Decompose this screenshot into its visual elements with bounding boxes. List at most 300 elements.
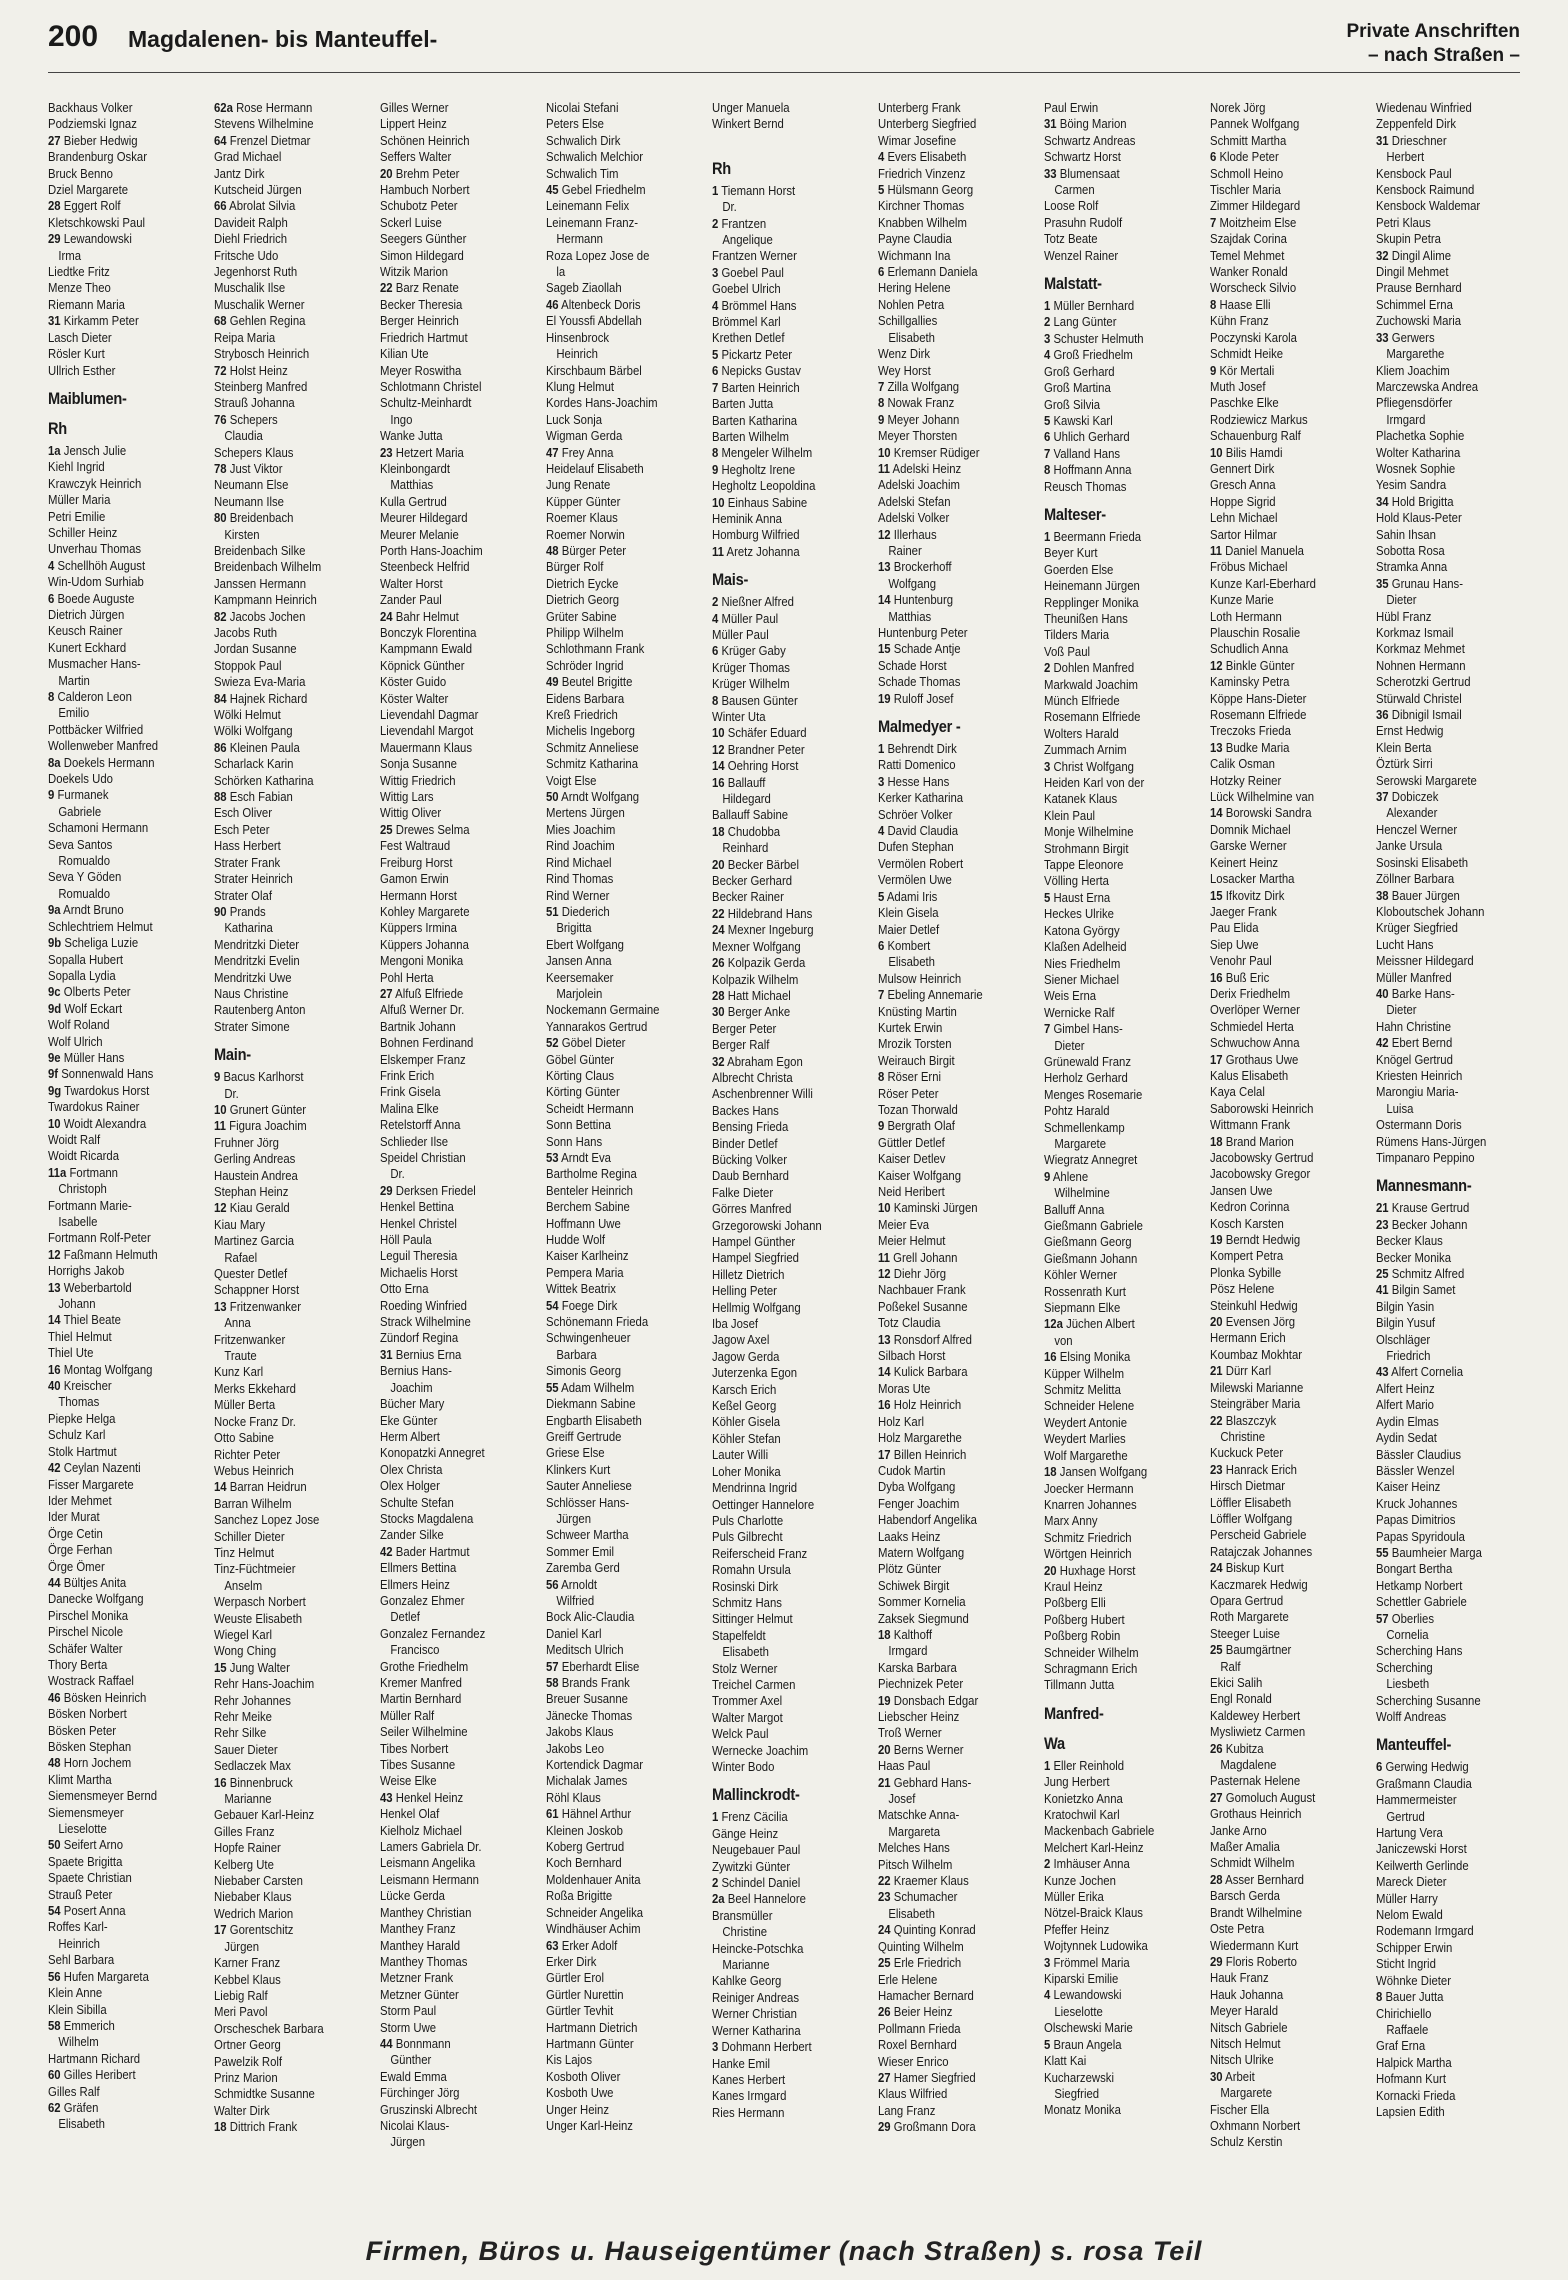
house-number: 33: [1044, 165, 1057, 181]
resident-entry: 58 Emmerich: [48, 2017, 115, 2033]
resident-entry: Müller Manfred: [1376, 969, 1452, 985]
house-number: 24: [878, 1922, 891, 1938]
resident-entry: Lievendahl Dagmar: [380, 707, 479, 723]
resident-entry: Strater Frank: [214, 854, 281, 870]
resident-entry: Kohley Margarete: [380, 903, 470, 919]
house-number: 6: [48, 590, 55, 606]
house-number: 6: [878, 937, 885, 953]
resident-entry: Goebel Ulrich: [712, 281, 781, 297]
resident-entry: Henczel Werner: [1376, 821, 1458, 837]
house-number: 4: [878, 823, 885, 839]
house-number: 11: [878, 460, 890, 476]
resident-entry: Leismann Angelika: [380, 1855, 476, 1871]
resident-entry: Plonka Sybille: [1210, 1264, 1282, 1280]
resident-entry: Trommer Axel: [712, 1693, 783, 1709]
resident-entry: Davideit Ralph: [214, 214, 288, 230]
resident-entry: Kolpazik Wilhelm: [712, 971, 799, 987]
resident-entry: Mauermann Klaus: [380, 739, 473, 755]
resident-entry: Rösler Kurt: [48, 346, 105, 362]
resident-entry: Lang Franz: [878, 2102, 936, 2118]
resident-entry: Görres Manfred: [712, 1201, 792, 1217]
resident-entry: Völling Herta: [1044, 873, 1109, 889]
entry-continuation: Cornelia: [1386, 1626, 1429, 1642]
entry-continuation: Margarethe: [1386, 346, 1445, 362]
resident-entry: Herholz Gerhard: [1044, 1070, 1128, 1086]
resident-entry: Groß Silvia: [1044, 396, 1101, 412]
resident-entry: Meurer Melanie: [380, 526, 459, 542]
house-number: 25: [1376, 1266, 1389, 1282]
entry-continuation: Romualdo: [58, 853, 111, 869]
resident-entry: Kosch Karsten: [1210, 1215, 1284, 1231]
resident-entry: Keßel Georg: [712, 1398, 777, 1414]
entry-continuation: Wolfgang: [888, 575, 937, 591]
resident-entry: Münch Elfriede: [1044, 693, 1120, 708]
resident-entry: Bücher Mary: [380, 1396, 445, 1412]
resident-entry: Rosemann Elfriede: [1210, 707, 1307, 723]
resident-entry: Goerden Else: [1044, 561, 1114, 577]
resident-entry: Strater Olaf: [214, 887, 272, 903]
resident-entry: Wernecke Joachim: [712, 1742, 809, 1758]
resident-entry: Bruck Benno: [48, 165, 113, 181]
column-3: [380, 100, 518, 2228]
resident-entry: Wostrack Raffael: [48, 1673, 134, 1689]
house-number: 1: [878, 741, 885, 757]
house-number: 46: [546, 296, 559, 312]
resident-entry: Krüger Wilhelm: [712, 676, 790, 692]
resident-entry: Walter Margot: [712, 1709, 783, 1725]
resident-entry: 32 Abraham Egon: [712, 1053, 803, 1069]
house-number: 12: [878, 526, 891, 542]
resident-entry: 1 Frenz Cäcilia: [712, 1809, 788, 1825]
resident-entry: Bongart Bertha: [1376, 1561, 1453, 1577]
resident-entry: Muth Josef: [1210, 378, 1266, 394]
resident-entry: Riemann Maria: [48, 296, 125, 312]
resident-entry: Schettler Gabriele: [1376, 1594, 1467, 1610]
resident-entry: Steenbeck Helfrid: [380, 559, 470, 575]
resident-entry: Kirschbaum Bärbel: [546, 362, 642, 378]
house-number: 42: [1376, 1035, 1389, 1051]
resident-entry: Juterzenka Egon: [712, 1365, 798, 1381]
resident-entry: Losacker Martha: [1210, 871, 1295, 887]
house-number: 10: [48, 1115, 61, 1131]
resident-entry: Siener Michael: [1044, 971, 1120, 987]
resident-entry: Zündorf Regina: [380, 1330, 459, 1346]
resident-entry: 23 Becker Johann: [1376, 1216, 1468, 1232]
resident-entry: Sommer Emil: [546, 1543, 615, 1559]
house-number: 50: [546, 789, 559, 805]
resident-entry: Schamoni Hermann: [48, 820, 149, 836]
resident-entry: Röhl Klaus: [546, 1789, 601, 1805]
resident-entry: Poßberg Elli: [1044, 1595, 1106, 1611]
house-number: 29: [48, 231, 61, 247]
resident-entry: 6 Boede Auguste: [48, 590, 135, 606]
house-number: 27: [878, 2069, 891, 2085]
resident-entry: Wolf Margarethe: [1044, 1447, 1128, 1463]
house-number: 13: [48, 1279, 61, 1295]
resident-entry: Kirchner Thomas: [878, 198, 965, 214]
resident-entry: Temel Mehmet: [1210, 247, 1285, 263]
resident-entry: Quinting Wilhelm: [878, 1938, 964, 1954]
resident-entry: Binder Detlef: [712, 1135, 778, 1151]
resident-entry: 25 Drewes Selma: [380, 821, 470, 837]
resident-entry: Gürtler Tevhit: [546, 2003, 614, 2019]
resident-entry: Bösken Peter: [48, 1722, 117, 1738]
resident-entry: Greiff Gertrude: [546, 1428, 622, 1444]
resident-entry: Sosinski Elisabeth: [1376, 854, 1469, 870]
resident-entry: Schmitz Anneliese: [546, 739, 639, 755]
resident-entry: Lehn Michael: [1210, 510, 1278, 526]
resident-entry: Marx Anny: [1044, 1513, 1098, 1529]
resident-entry: Gresch Anna: [1210, 477, 1276, 493]
resident-entry: Zaremba Gerd: [546, 1560, 620, 1576]
resident-entry: Karska Barbara: [878, 1659, 957, 1675]
resident-entry: Timpanaro Peppino: [1376, 1150, 1475, 1165]
resident-entry: Bransmüller: [712, 1907, 773, 1923]
resident-entry: Sahin Ihsan: [1376, 526, 1436, 542]
resident-entry: 12 Illerhaus: [878, 526, 937, 542]
resident-entry: Kalus Elisabeth: [1210, 1067, 1289, 1083]
resident-entry: Adelski Joachim: [878, 477, 960, 493]
resident-entry: Nies Friedhelm: [1044, 955, 1121, 971]
resident-entry: Wieser Enrico: [878, 2053, 949, 2069]
entry-continuation: Traute: [224, 1348, 257, 1364]
resident-entry: 42 Ceylan Nazenti: [48, 1460, 141, 1476]
house-number: 1: [712, 182, 719, 198]
house-number: 4: [48, 557, 55, 573]
house-number: 18: [214, 2119, 227, 2135]
house-number: 3: [712, 264, 719, 280]
resident-entry: Kuckuck Peter: [1210, 1445, 1284, 1461]
resident-entry: Spaete Christian: [48, 1870, 132, 1886]
resident-entry: Ider Mehmet: [48, 1492, 112, 1508]
resident-entry: 3 Goebel Paul: [712, 264, 784, 280]
resident-entry: Schlechtriem Helmut: [48, 918, 153, 934]
house-number: 16: [712, 774, 725, 790]
resident-entry: Lück Wilhelmine van: [1210, 789, 1315, 805]
house-number: 15: [1210, 887, 1223, 903]
resident-entry: Breuer Susanne: [546, 1691, 628, 1707]
resident-entry: Zummach Arnim: [1044, 742, 1127, 758]
resident-entry: Brömmel Karl: [712, 314, 781, 330]
resident-entry: Romahn Ursula: [712, 1562, 791, 1578]
resident-entry: Sartor Hilmar: [1210, 526, 1277, 542]
entry-continuation: Detlef: [390, 1609, 420, 1625]
resident-entry: Benteler Heinrich: [546, 1182, 633, 1198]
resident-entry: Matern Wolfgang: [878, 1544, 965, 1560]
resident-entry: Koberg Gertrud: [546, 1839, 625, 1855]
resident-entry: Schönen Heinrich: [380, 132, 470, 148]
resident-entry: 25 Erle Friedrich: [878, 1955, 962, 1971]
house-number: 1a: [48, 442, 61, 458]
resident-entry: Ider Murat: [48, 1509, 100, 1525]
resident-entry: 31 Drieschner: [1376, 132, 1447, 148]
resident-entry: Windhäuser Achim: [546, 1921, 641, 1937]
resident-entry: Wittmann Frank: [1210, 1117, 1291, 1133]
resident-entry: 56 Hufen Margareta: [48, 1968, 149, 1984]
resident-entry: Klatt Kai: [1044, 2053, 1087, 2069]
resident-entry: 56 Arnoldt: [546, 1576, 598, 1592]
resident-entry: Bässler Claudius: [1376, 1446, 1462, 1462]
resident-entry: Strybosch Heinrich: [214, 346, 310, 362]
house-number: 54: [48, 1903, 61, 1919]
house-number: 32: [712, 1053, 725, 1069]
resident-entry: 3 Dohmann Herbert: [712, 2039, 812, 2055]
resident-entry: Merks Ekkehard: [214, 1380, 296, 1396]
resident-entry: Wigman Gerda: [546, 428, 623, 444]
house-number: 60: [48, 2067, 61, 2083]
resident-entry: Kahlke Georg: [712, 1973, 782, 1989]
resident-entry: Erle Helene: [878, 1971, 938, 1987]
resident-entry: Kosboth Oliver: [546, 2068, 621, 2084]
resident-entry: Neumann Ilse: [214, 493, 284, 509]
house-number: 8: [1210, 296, 1217, 312]
resident-entry: Köster Guido: [380, 674, 447, 690]
resident-entry: Steinkuhl Hedwig: [1210, 1297, 1298, 1313]
resident-entry: Breidenbach Wilhelm: [214, 559, 322, 575]
resident-entry: Leguil Theresia: [380, 1248, 458, 1264]
house-number: 25: [380, 821, 393, 837]
resident-entry: Weis Erna: [1044, 988, 1097, 1004]
resident-entry: Seffers Walter: [380, 149, 452, 165]
resident-entry: Meri Pavol: [214, 2004, 268, 2020]
resident-entry: 64 Frenzel Dietmar: [214, 132, 311, 148]
resident-entry: Hold Klaus-Peter: [1376, 510, 1462, 526]
entry-continuation: Martin: [58, 672, 90, 688]
house-number: 23: [1210, 1461, 1223, 1477]
resident-entry: 12a Jüchen Albert: [1044, 1316, 1135, 1332]
resident-entry: Ewald Emma: [380, 2068, 447, 2084]
resident-entry: Haas Paul: [878, 1758, 931, 1774]
resident-entry: 8 Nowak Franz: [878, 395, 955, 411]
resident-entry: Prasuhn Rudolf: [1044, 214, 1123, 230]
resident-entry: Köhler Werner: [1044, 1267, 1117, 1283]
resident-entry: 8 Mengeler Wilhelm: [712, 445, 813, 461]
resident-entry: Marczewska Andrea: [1376, 378, 1479, 394]
resident-entry: Totz Claudia: [878, 1315, 941, 1331]
resident-entry: Derix Friedhelm: [1210, 985, 1291, 1001]
entry-continuation: Herbert: [1386, 149, 1425, 165]
resident-entry: 17 Gorentschitz: [214, 1922, 294, 1938]
resident-entry: 22 Blaszczyk: [1210, 1412, 1277, 1428]
resident-entry: Tinz Helmut: [214, 1544, 275, 1560]
resident-entry: 16 Buß Eric: [1210, 969, 1270, 985]
resident-entry: Schmellenkamp: [1044, 1119, 1125, 1135]
resident-entry: Sittinger Helmut: [712, 1611, 793, 1627]
resident-entry: Musmacher Hans-: [48, 656, 141, 672]
house-number: 23: [380, 444, 393, 460]
resident-entry: Kerker Katharina: [878, 790, 964, 806]
entry-continuation: Marianne: [224, 1791, 272, 1807]
house-number: 16: [1210, 969, 1223, 985]
resident-entry: Schiller Heinz: [48, 524, 118, 540]
resident-entry: Kedron Corinna: [1210, 1199, 1290, 1215]
resident-entry: Dingil Mehmet: [1376, 264, 1449, 280]
resident-entry: Leinemann Franz-: [546, 214, 639, 230]
resident-entry: Rind Thomas: [546, 871, 614, 887]
resident-entry: Seva Santos: [48, 836, 113, 852]
resident-entry: Schade Thomas: [878, 674, 961, 690]
house-number: 43: [380, 1789, 393, 1805]
resident-entry: Nitsch Helmut: [1210, 2035, 1281, 2051]
column-9: [1376, 100, 1514, 2228]
house-number: 76: [214, 411, 227, 427]
house-number: 41: [1376, 1282, 1389, 1298]
resident-entry: Simon Hildegard: [380, 247, 464, 263]
house-number: 30: [1210, 2068, 1223, 2084]
house-number: 5: [1044, 412, 1051, 428]
house-number: 12: [1210, 657, 1223, 673]
resident-entry: Kompert Petra: [1210, 1248, 1284, 1264]
entry-continuation: Jürgen: [224, 1938, 260, 1954]
resident-entry: Ullrich Esther: [48, 362, 116, 378]
street-heading: Manteuffel-: [1376, 1735, 1452, 1755]
resident-entry: Röser Peter: [878, 1085, 939, 1101]
resident-entry: Fürchinger Jörg: [380, 2085, 460, 2101]
resident-entry: Schulz Kerstin: [1210, 2134, 1283, 2150]
resident-entry: Wittig Friedrich: [380, 772, 456, 788]
resident-entry: Mendritzki Dieter: [214, 936, 300, 952]
resident-entry: 2 Nießner Alfred: [712, 594, 794, 610]
resident-entry: 9 Furmanek: [48, 787, 109, 803]
resident-entry: 46 Altenbeck Doris: [546, 296, 641, 312]
resident-entry: 16 Binnenbruck: [214, 1774, 293, 1790]
resident-entry: Stramka Anna: [1376, 559, 1448, 575]
resident-entry: Scherotzki Gertrud: [1376, 674, 1471, 690]
entry-continuation: la: [556, 264, 566, 280]
resident-entry: Bock Alic-Claudia: [546, 1609, 635, 1625]
resident-entry: Piechnizek Peter: [878, 1676, 964, 1692]
resident-entry: Schneider Wilhelm: [1044, 1644, 1139, 1660]
resident-entry: Hegholtz Leopoldina: [712, 478, 816, 494]
resident-entry: Woidt Ricarda: [48, 1148, 120, 1164]
resident-entry: Kaminsky Petra: [1210, 674, 1290, 690]
resident-entry: Zeppenfeld Dirk: [1376, 116, 1457, 132]
resident-entry: Bürger Rolf: [546, 559, 604, 575]
resident-entry: Hamacher Bernard: [878, 1987, 974, 2003]
entry-continuation: Angelique: [722, 232, 773, 248]
house-number: 9: [214, 1069, 221, 1085]
resident-entry: Köhler Gisela: [712, 1414, 781, 1430]
house-number: 7: [878, 987, 885, 1003]
resident-entry: Freiburg Horst: [380, 854, 453, 870]
resident-entry: 4 Brömmel Hans: [712, 297, 797, 313]
resident-entry: Wenz Dirk: [878, 346, 931, 362]
resident-entry: Weuste Elisabeth: [214, 1610, 303, 1626]
resident-entry: 26 Kubitza: [1210, 1740, 1264, 1756]
resident-entry: Hauk Johanna: [1210, 1986, 1284, 2002]
resident-entry: Engl Ronald: [1210, 1691, 1272, 1707]
house-number: 22: [380, 280, 393, 296]
resident-entry: 19 Donsbach Edgar: [878, 1692, 979, 1708]
resident-entry: Wittek Beatrix: [546, 1281, 616, 1297]
resident-entry: Bücking Volker: [712, 1151, 788, 1167]
resident-entry: Krawczyk Heinrich: [48, 475, 142, 491]
resident-entry: Milewski Marianne: [1210, 1379, 1304, 1395]
resident-entry: Poczynski Karola: [1210, 329, 1297, 345]
resident-entry: Müller Berta: [214, 1397, 276, 1413]
resident-entry: Muschalik Ilse: [214, 280, 286, 296]
resident-entry: 37 Dobiczek: [1376, 789, 1439, 805]
resident-entry: 20 Huxhage Horst: [1044, 1562, 1136, 1578]
resident-entry: Wiegel Karl: [214, 1626, 272, 1642]
resident-entry: Manthey Christian: [380, 1904, 472, 1920]
entry-continuation: Margarete: [1220, 2085, 1273, 2101]
resident-entry: Rodemann Irmgard: [1376, 1923, 1474, 1939]
resident-entry: Daub Bernhard: [712, 1168, 789, 1184]
resident-entry: 22 Hildebrand Hans: [712, 905, 813, 921]
entry-continuation: Luisa: [1386, 1100, 1414, 1116]
house-number: 18: [878, 1626, 891, 1642]
resident-entry: Lippert Heinz: [380, 116, 447, 132]
resident-entry: Storm Uwe: [380, 2019, 437, 2035]
entry-continuation: Heinrich: [58, 1935, 100, 1951]
resident-entry: Olex Holger: [380, 1478, 440, 1494]
resident-entry: Hübl Franz: [1376, 608, 1432, 624]
page-header: [48, 20, 1520, 73]
resident-entry: 10 Schäfer Eduard: [712, 725, 807, 741]
resident-entry: Schmitt Martha: [1210, 132, 1287, 148]
resident-entry: Groß Gerhard: [1044, 363, 1115, 379]
resident-entry: Maier Detlef: [878, 921, 940, 937]
resident-entry: Moras Ute: [878, 1380, 931, 1396]
resident-entry: Schwartz Horst: [1044, 149, 1121, 165]
house-number: 58: [546, 1675, 559, 1690]
resident-entry: 15 Jung Walter: [214, 1659, 290, 1675]
resident-entry: 11 Aretz Johanna: [712, 543, 800, 559]
resident-entry: Kliem Joachim: [1376, 362, 1450, 378]
resident-entry: Scherching Hans: [1376, 1643, 1463, 1659]
resident-entry: Sommer Kornelia: [878, 1594, 966, 1610]
resident-entry: Seva Y Göden: [48, 869, 122, 885]
resident-entry: 72 Holst Heinz: [214, 362, 288, 378]
entry-continuation: Isabelle: [58, 1214, 98, 1229]
house-number: 72: [214, 362, 227, 378]
resident-entry: Hoppe Sigrid: [1210, 493, 1276, 509]
resident-entry: Worscheck Silvio: [1210, 280, 1297, 296]
resident-entry: Kiehl Ingrid: [48, 459, 105, 475]
resident-entry: Konietzko Anna: [1044, 1790, 1123, 1806]
resident-entry: Kis Lajos: [546, 2052, 593, 2068]
resident-entry: Laaks Heinz: [878, 1528, 941, 1544]
house-number: 5: [712, 346, 719, 362]
resident-entry: 1 Beermann Frieda: [1044, 528, 1142, 544]
footer-note: Firmen, Büros u. Hauseigentümer (nach Straßen) s. rosa Teil: [365, 2236, 1203, 2266]
resident-entry: 5 Kawski Karl: [1044, 412, 1113, 428]
resident-entry: 34 Hold Brigitta: [1376, 493, 1454, 509]
house-number: 8: [878, 395, 885, 411]
resident-entry: 40 Kreischer: [48, 1378, 112, 1394]
resident-entry: Kunze Marie: [1210, 592, 1274, 608]
resident-entry: 10 Bilis Hamdi: [1210, 444, 1283, 460]
resident-entry: Jacobs Ruth: [214, 625, 278, 640]
house-number: 2: [712, 594, 719, 610]
entry-continuation: Josef: [888, 1791, 916, 1807]
resident-entry: Dietrich Eycke: [546, 575, 619, 591]
resident-entry: Janke Ursula: [1376, 838, 1443, 854]
resident-entry: Payne Claudia: [878, 231, 952, 247]
resident-entry: Yesim Sandra: [1376, 477, 1447, 493]
resident-entry: Zywitzki Günter: [712, 1858, 791, 1874]
resident-entry: Werner Christian: [712, 2006, 797, 2022]
house-number: 21: [1210, 1363, 1223, 1379]
resident-entry: Schwalich Melchior: [546, 149, 644, 165]
resident-entry: Diehl Friedrich: [214, 231, 288, 247]
resident-entry: 3 Hesse Hans: [878, 773, 950, 789]
resident-entry: Fest Waltraud: [380, 838, 451, 854]
resident-entry: Kanes Irmgard: [712, 2088, 787, 2104]
resident-entry: Klein Anne: [48, 1985, 103, 2001]
house-number: 14: [878, 592, 891, 608]
